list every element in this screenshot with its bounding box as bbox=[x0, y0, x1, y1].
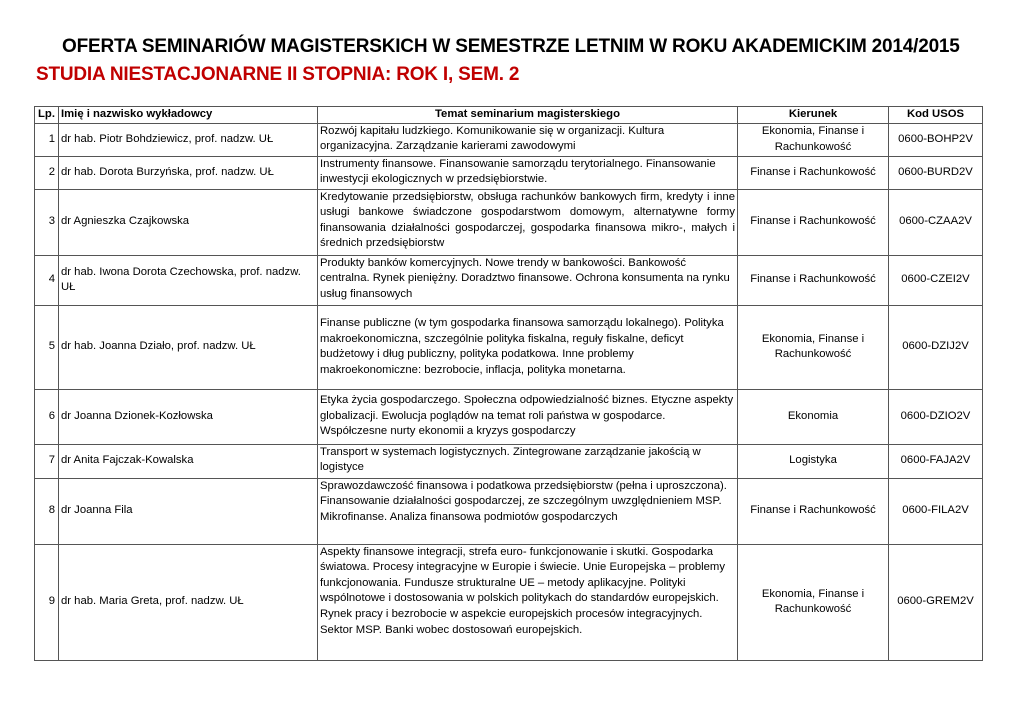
row-name: dr Anita Fajczak-Kowalska bbox=[59, 444, 318, 478]
row-temat: Produkty banków komercyjnych. Nowe trendy w bankowości. Bankowość centralna. Rynek pieniężny. Doradztwo finansowe. Ochrona konsumenta na rynku usług finansowych bbox=[318, 255, 738, 305]
table-row bbox=[35, 189, 983, 255]
row-temat: Instrumenty finansowe. Finansowanie samorządu terytorialnego. Finansowanie inwestycji ekologicznych w przedsiębiorstwie. bbox=[318, 156, 738, 189]
row-temat: Aspekty finansowe integracji, strefa euro- funkcjonowanie i skutki. Gospodarka światowa. Procesy integracyjne w Europie i świecie. Unie Europejska – problemy funkcjonowania. Fundusze strukturalne UE – metody aplikacyjne. Polityki wspólnotowe i dostosowania w polskich politykach do standardów europejskich. Rynek pracy i bezrobocie w aspekcie europejskich procesów integracyjnych. Sektor MSP. Banki wobec dostosowań europejskich. bbox=[318, 544, 738, 660]
row-name: dr hab. Maria Greta, prof. nadzw. UŁ bbox=[59, 544, 318, 660]
table-row bbox=[35, 156, 983, 189]
row-name: dr Agnieszka Czajkowska bbox=[59, 189, 318, 255]
header-kod: Kod USOS bbox=[889, 107, 983, 124]
row-lp: 1 bbox=[35, 123, 59, 156]
table-row bbox=[35, 544, 983, 660]
page-subtitle: STUDIA NIESTACJONARNE II STOPNIA: ROK I, SEM. 2 bbox=[36, 64, 520, 85]
header-kierunek: Kierunek bbox=[738, 107, 889, 124]
row-lp: 8 bbox=[35, 478, 59, 544]
row-kierunek: Finanse i Rachunkowość bbox=[738, 255, 889, 305]
row-kod: 0600-DZIO2V bbox=[889, 389, 983, 444]
row-kod: 0600-BOHP2V bbox=[889, 123, 983, 156]
row-temat: Sprawozdawczość finansowa i podatkowa przedsiębiorstw (pełna i uproszczona). Finansowanie działalności gospodarczej, ze szczególnym uwzględnieniem MSP. Mikrofinanse. Analiza finansowa podmiotów gospodarczych bbox=[318, 478, 738, 544]
row-name: dr hab. Iwona Dorota Czechowska, prof. nadzw. UŁ bbox=[59, 255, 318, 305]
row-temat: Finanse publiczne (w tym gospodarka finansowa samorządu lokalnego). Polityka makroekonomiczna, szczególnie polityka fiskalna, reguły fiskalne, deficyt budżetowy i dług publiczny, polityka podatkowa. Inne problemy makroekonomiczne: bezrobocie, inflacja, polityka monetarna. bbox=[318, 305, 738, 389]
table-row bbox=[35, 305, 983, 389]
header-lp: Lp. bbox=[35, 107, 59, 124]
row-lp: 3 bbox=[35, 189, 59, 255]
table-row bbox=[35, 478, 983, 544]
row-kod: 0600-CZAA2V bbox=[889, 189, 983, 255]
row-kod: 0600-CZEI2V bbox=[889, 255, 983, 305]
row-lp: 7 bbox=[35, 444, 59, 478]
row-name: dr Joanna Dzionek-Kozłowska bbox=[59, 389, 318, 444]
row-kierunek: Logistyka bbox=[738, 444, 889, 478]
table-row bbox=[35, 123, 983, 156]
row-kod: 0600-FILA2V bbox=[889, 478, 983, 544]
row-lp: 2 bbox=[35, 156, 59, 189]
row-name: dr hab. Joanna Działo, prof. nadzw. UŁ bbox=[59, 305, 318, 389]
page-title: OFERTA SEMINARIÓW MAGISTERSKICH W SEMESTRZE LETNIM W ROKU AKADEMICKIM 2014/2015 bbox=[62, 36, 960, 57]
row-kierunek: Finanse i Rachunkowość bbox=[738, 189, 889, 255]
row-kierunek: Ekonomia, Finanse i Rachunkowość bbox=[738, 123, 889, 156]
row-temat: Transport w systemach logistycznych. Zintegrowane zarządzanie jakością w logistyce bbox=[318, 444, 738, 478]
row-kod: 0600-GREM2V bbox=[889, 544, 983, 660]
row-kod: 0600-DZIJ2V bbox=[889, 305, 983, 389]
seminar-table bbox=[34, 106, 983, 661]
row-kod: 0600-BURD2V bbox=[889, 156, 983, 189]
header-name: Imię i nazwisko wykładowcy bbox=[59, 107, 318, 124]
table-row bbox=[35, 255, 983, 305]
table-row bbox=[35, 389, 983, 444]
row-temat: Rozwój kapitału ludzkiego. Komunikowanie się w organizacji. Kultura organizacyjna. Zarządzanie karierami zawodowymi bbox=[318, 123, 738, 156]
row-lp: 6 bbox=[35, 389, 59, 444]
row-lp: 4 bbox=[35, 255, 59, 305]
row-kierunek: Ekonomia, Finanse i Rachunkowość bbox=[738, 305, 889, 389]
row-kierunek: Finanse i Rachunkowość bbox=[738, 156, 889, 189]
row-lp: 5 bbox=[35, 305, 59, 389]
row-name: dr Joanna Fila bbox=[59, 478, 318, 544]
row-kierunek: Finanse i Rachunkowość bbox=[738, 478, 889, 544]
table-header-row bbox=[35, 107, 983, 124]
row-kod: 0600-FAJA2V bbox=[889, 444, 983, 478]
row-temat: Kredytowanie przedsiębiorstw, obsługa rachunków bankowych firm, kredyty i inne usługi bankowe świadczone gospodarstwom domowym, alternatywne formy finansowania działalności gospodarczej, gospodarka finansowa mikro-, małych i średnich przedsiębiorstw bbox=[318, 189, 738, 255]
row-kierunek: Ekonomia bbox=[738, 389, 889, 444]
header-temat: Temat seminarium magisterskiego bbox=[318, 107, 738, 124]
row-lp: 9 bbox=[35, 544, 59, 660]
table-row bbox=[35, 444, 983, 478]
row-temat: Etyka życia gospodarczego. Społeczna odpowiedzialność biznes. Etyczne aspekty globalizacji. Ewolucja poglądów na temat roli państwa w gospodarce. Współczesne nurty ekonomii a kryzys gospodarczy bbox=[318, 389, 738, 444]
row-name: dr hab. Piotr Bohdziewicz, prof. nadzw. UŁ bbox=[59, 123, 318, 156]
row-kierunek: Ekonomia, Finanse i Rachunkowość bbox=[738, 544, 889, 660]
row-name: dr hab. Dorota Burzyńska, prof. nadzw. UŁ bbox=[59, 156, 318, 189]
